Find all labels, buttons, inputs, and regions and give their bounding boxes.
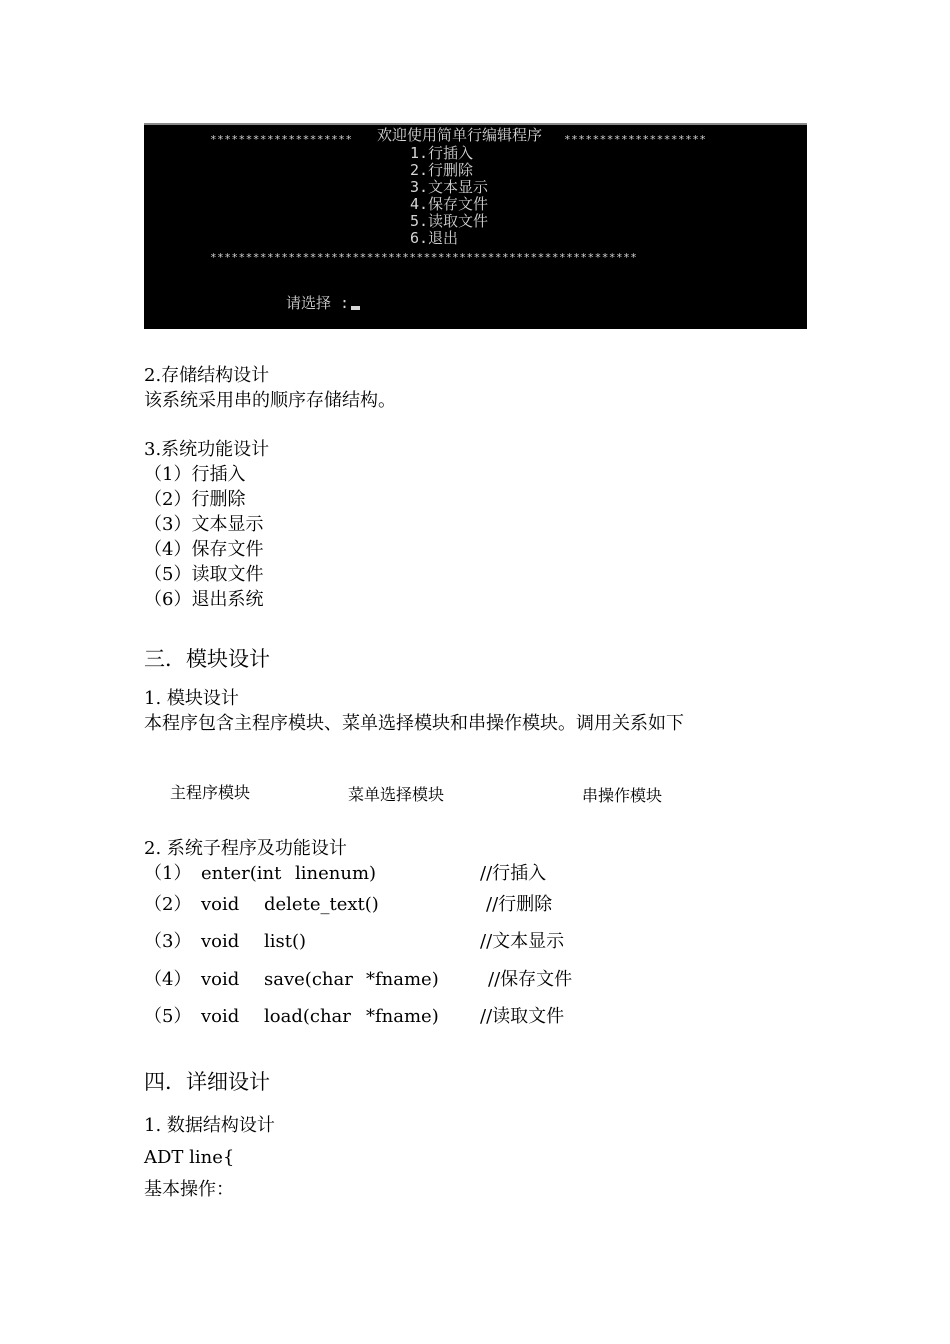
banner-stars-right: ******************** [564, 133, 707, 146]
cursor-icon [351, 306, 360, 310]
row-number: （5） [144, 1006, 192, 1027]
function-list-item: （3）文本显示 [144, 514, 264, 535]
function-list-item: （4）保存文件 [144, 539, 264, 560]
subsection-text: 本程序包含主程序模块、菜单选择模块和串操作模块。调用关系如下 [144, 713, 684, 734]
function-name: save(char [264, 969, 353, 990]
module-label-menu: 菜单选择模块 [348, 785, 445, 804]
footer-stars: ************************************************************ [210, 251, 638, 264]
function-comment: //文本显示 [480, 931, 565, 952]
section-heading: 3.系统功能设计 [144, 439, 270, 460]
subsection-heading: 1. 数据结构设计 [144, 1115, 275, 1136]
section-text: 该系统采用串的顺序存储结构。 [144, 390, 396, 411]
function-list-item: （1）行插入 [144, 464, 246, 485]
subsection-heading: 2. 系统子程序及功能设计 [144, 838, 347, 859]
menu-item: 2.行删除 [410, 161, 474, 179]
function-comment: //行删除 [486, 894, 553, 915]
chapter-title: 三．模块设计 [144, 647, 270, 671]
basic-operations-label: 基本操作： [144, 1179, 234, 1200]
row-number: （4） [144, 969, 192, 990]
console-screenshot [144, 123, 807, 329]
module-label-main: 主程序模块 [170, 783, 251, 802]
function-return-type: void [201, 969, 240, 990]
row-number: （1） [144, 863, 192, 884]
chapter-title: 四．详细设计 [144, 1070, 270, 1094]
function-comment: //读取文件 [480, 1006, 565, 1027]
adt-definition: ADT line{ [144, 1147, 235, 1168]
menu-item: 1.行插入 [410, 144, 474, 162]
banner-stars-left: ******************** [210, 133, 353, 146]
function-comment: //保存文件 [488, 969, 573, 990]
function-list-item: （2）行删除 [144, 489, 246, 510]
function-return-type: void [201, 1006, 240, 1027]
section-heading: 2.存储结构设计 [144, 365, 270, 386]
function-name: enter(int [201, 863, 282, 884]
function-arg: linenum) [295, 863, 377, 884]
function-return-type: void [201, 894, 240, 915]
prompt-text: 请选择 : [286, 294, 350, 312]
function-name: delete_text() [264, 894, 379, 915]
row-number: （3） [144, 931, 192, 952]
function-return-type: void [201, 931, 240, 952]
row-number: （2） [144, 894, 192, 915]
function-arg: *fname) [366, 1006, 439, 1027]
menu-item: 6.退出 [410, 229, 459, 247]
function-name: load(char [264, 1006, 351, 1027]
function-list-item: （6）退出系统 [144, 589, 264, 610]
menu-item: 4.保存文件 [410, 195, 489, 213]
menu-item: 5.读取文件 [410, 212, 489, 230]
prompt-line [286, 295, 360, 312]
function-comment: //行插入 [480, 863, 547, 884]
banner-title: 欢迎使用简单行编辑程序 [377, 126, 543, 144]
function-list-item: （5）读取文件 [144, 564, 264, 585]
subsection-heading: 1. 模块设计 [144, 688, 239, 709]
module-label-string: 串操作模块 [582, 786, 663, 805]
function-name: list() [264, 931, 307, 952]
function-arg: *fname) [366, 969, 439, 990]
menu-item: 3.文本显示 [410, 178, 489, 196]
